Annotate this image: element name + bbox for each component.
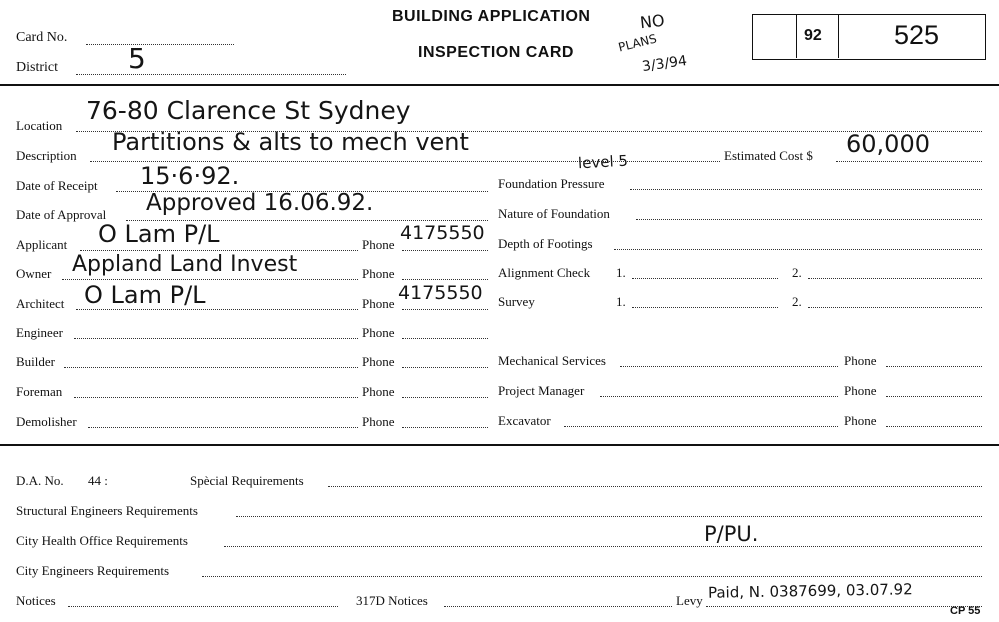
foreman-phone-field[interactable] xyxy=(402,397,488,398)
applicant-value: O Lam P/L xyxy=(98,220,220,248)
form-code: CP 55 xyxy=(950,605,981,617)
form-title-line2: INSPECTION CARD xyxy=(418,44,574,61)
architect-phone-field[interactable] xyxy=(402,309,488,310)
card-number-divider-2 xyxy=(838,14,839,58)
owner-phone-field[interactable] xyxy=(402,279,488,280)
builder-field[interactable] xyxy=(64,367,358,368)
project-manager-label: Project Manager xyxy=(498,383,585,398)
notices-317d-field[interactable] xyxy=(444,606,672,607)
survey-num-1: 1. xyxy=(616,294,626,309)
header-divider xyxy=(0,84,999,86)
da-number-label: D.A. No. xyxy=(16,473,64,488)
notices-317d-label: 317D Notices xyxy=(356,593,428,608)
applicant-field[interactable] xyxy=(80,250,358,251)
location-value: 76-80 Clarence St Sydney xyxy=(86,96,411,125)
district-field[interactable] xyxy=(76,74,346,75)
engineer-label: Engineer xyxy=(16,325,63,340)
card-no-field[interactable] xyxy=(86,44,234,45)
engineer-field[interactable] xyxy=(74,338,358,339)
structural-requirements-label: Structural Engineers Requirements xyxy=(16,503,198,518)
architect-label: Architect xyxy=(16,296,65,311)
foreman-phone-label: Phone xyxy=(362,384,395,399)
mechanical-services-field[interactable] xyxy=(620,366,838,367)
project-manager-phone-label: Phone xyxy=(844,383,877,398)
notices-field[interactable] xyxy=(68,606,338,607)
district-value: 5 xyxy=(128,42,146,75)
foreman-field[interactable] xyxy=(74,397,358,398)
excavator-phone-label: Phone xyxy=(844,413,877,428)
margin-note-line1: NO xyxy=(639,10,666,33)
estimated-cost-field[interactable] xyxy=(836,161,982,162)
card-year: 92 xyxy=(804,27,822,44)
health-requirements-label: City Health Office Requirements xyxy=(16,533,188,548)
depth-footings-label: Depth of Footings xyxy=(498,236,593,251)
levy-label: Levy xyxy=(676,593,703,608)
description-value: Partitions & alts to mech vent xyxy=(112,128,469,156)
architect-phone-value: 4175550 xyxy=(398,282,483,304)
applicant-label: Applicant xyxy=(16,237,68,252)
demolisher-phone-label: Phone xyxy=(362,414,395,429)
margin-note-line3: 3/3/94 xyxy=(641,52,688,76)
applicant-phone-value: 4175550 xyxy=(400,222,485,244)
description-label: Description xyxy=(16,148,77,163)
mechanical-services-label: Mechanical Services xyxy=(498,353,606,368)
excavator-phone-field[interactable] xyxy=(886,426,982,427)
demolisher-phone-field[interactable] xyxy=(402,427,488,428)
project-manager-field[interactable] xyxy=(600,396,838,397)
card-number-divider-1 xyxy=(796,14,797,58)
notices-label: Notices xyxy=(16,593,56,608)
applicant-phone-label: Phone xyxy=(362,237,395,252)
survey-field-2[interactable] xyxy=(808,307,982,308)
architect-field[interactable] xyxy=(76,309,358,310)
foundation-pressure-label: Foundation Pressure xyxy=(498,176,605,191)
date-approval-label: Date of Approval xyxy=(16,207,107,222)
survey-num-2: 2. xyxy=(792,294,802,309)
excavator-label: Excavator xyxy=(498,413,551,428)
alignment-num-2: 2. xyxy=(792,265,802,280)
levy-value: Paid, N. 0387699, 03.07.92 xyxy=(707,580,913,602)
nature-foundation-field[interactable] xyxy=(636,219,982,220)
survey-label: Survey xyxy=(498,294,535,309)
survey-field-1[interactable] xyxy=(632,307,778,308)
builder-phone-label: Phone xyxy=(362,354,395,369)
date-receipt-value: 15·6·92. xyxy=(140,162,240,190)
special-requirements-field[interactable] xyxy=(328,486,982,487)
foreman-label: Foreman xyxy=(16,384,63,399)
excavator-field[interactable] xyxy=(564,426,838,427)
owner-phone-label: Phone xyxy=(362,266,395,281)
depth-footings-field[interactable] xyxy=(614,249,982,250)
demolisher-field[interactable] xyxy=(88,427,358,428)
city-engineers-field[interactable] xyxy=(202,576,982,577)
card-number: 525 xyxy=(894,20,940,50)
architect-value: O Lam P/L xyxy=(84,281,206,309)
alignment-check-field-2[interactable] xyxy=(808,278,982,279)
applicant-phone-field[interactable] xyxy=(402,250,488,251)
estimated-cost-value: 60,000 xyxy=(846,130,930,158)
card-no-label: Card No. xyxy=(16,30,68,45)
estimated-cost-label: Estimated Cost $ xyxy=(724,148,813,163)
structural-requirements-field[interactable] xyxy=(236,516,982,517)
date-receipt-label: Date of Receipt xyxy=(16,178,98,193)
architect-phone-label: Phone xyxy=(362,296,395,311)
demolisher-label: Demolisher xyxy=(16,414,77,429)
location-label: Location xyxy=(16,118,63,133)
card-number-box xyxy=(752,14,986,60)
owner-label: Owner xyxy=(16,266,52,281)
margin-note-line2: PLANS xyxy=(616,31,659,55)
alignment-check-label: Alignment Check xyxy=(498,265,591,280)
date-approval-value: Approved 16.06.92. xyxy=(146,190,374,216)
alignment-check-field-1[interactable] xyxy=(632,278,778,279)
levy-field[interactable] xyxy=(706,606,982,607)
description-extra: level 5 xyxy=(577,151,629,173)
form-title-line1: BUILDING APPLICATION xyxy=(392,8,591,25)
middle-divider xyxy=(0,444,999,446)
health-requirements-field[interactable] xyxy=(224,546,982,547)
special-requirements-label: Spècial Requirements xyxy=(190,473,304,488)
mechanical-phone-label: Phone xyxy=(844,353,877,368)
district-label: District xyxy=(16,60,58,75)
mechanical-phone-field[interactable] xyxy=(886,366,982,367)
owner-field[interactable] xyxy=(62,279,358,280)
city-engineers-label: City Engineers Requirements xyxy=(16,563,170,578)
builder-phone-field[interactable] xyxy=(402,367,488,368)
engineer-phone-field[interactable] xyxy=(402,338,488,339)
nature-foundation-label: Nature of Foundation xyxy=(498,206,610,221)
alignment-num-1: 1. xyxy=(616,265,626,280)
engineer-phone-label: Phone xyxy=(362,325,395,340)
builder-label: Builder xyxy=(16,354,55,369)
project-manager-phone-field[interactable] xyxy=(886,396,982,397)
foundation-pressure-field[interactable] xyxy=(630,189,982,190)
health-requirements-value: P/PU. xyxy=(704,522,759,546)
da-number-value: 44 : xyxy=(88,473,108,488)
owner-value: Appland Land Invest xyxy=(72,252,298,277)
